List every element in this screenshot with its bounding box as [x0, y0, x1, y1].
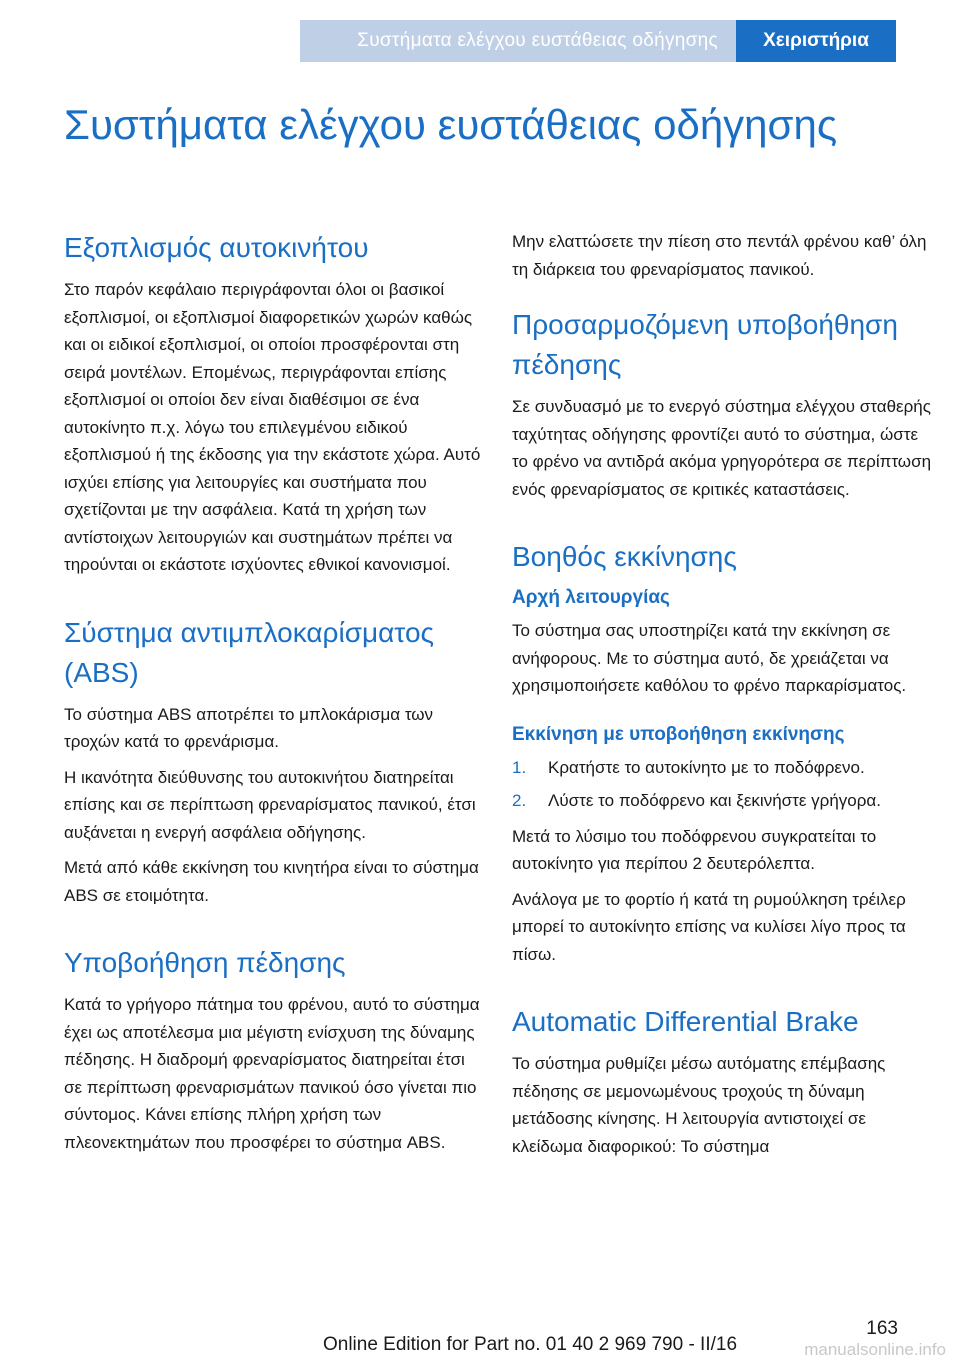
step-text: Κρατήστε το αυτοκίνητο με το ποδόφρενο.: [548, 757, 865, 777]
chapter-tab[interactable]: Χειριστήρια: [736, 20, 896, 62]
abs-heading: Σύστημα αντιμπλοκαρίσματος (ABS): [64, 616, 435, 688]
abs-paragraph-2: Η ικανότητα διεύθυνσης του αυτοκινήτου διατηρείται επίσης και σε περίπτωση φρεναρίσματος πανικού, έτσι αυξάνεται η ενεργή ασφάλεια οδήγησης.: [64, 767, 476, 842]
adaptive-brake-heading: Προσαρμοζόμενη υποβοήθηση πέδησης: [512, 309, 898, 380]
brake-assist-paragraph: Κατά το γρήγορο πάτημα του φρένου, αυτό το σύστημα έχει ως αποτέλεσμα μια μέγιστη ενίσχυση της δύναμης πέδησης. Η διαδρομή φρεναρίσματος διατηρείται έτσι σε περίπτωση φρεναρισμάτων πανικού όσο γίνεται πιο σύντομος. Κάνει επίσης πλήρη χρήση των πλεονεκτημάτων που προσφέρει το σύστημα ABS.: [64, 995, 480, 1152]
list-item: [512, 787, 932, 815]
equipment-heading: Εξοπλισμός αυτοκινήτου: [64, 232, 369, 263]
principle-paragraph: Το σύστημα σας υποστηρίζει κατά την εκκίνηση σε ανήφορους. Με το σύστημα αυτό, δε χρειάζεται να χρησιμοποιήσετε καθόλου το φρένο παρκαρίσματος.: [512, 621, 907, 695]
adb-paragraph: Το σύστημα ρυθμίζει μέσω αυτόματης επέμβασης πέδησης σε μεμονωμένους τροχούς τη δύναμη μετάδοσης κίνησης. Η λειτουργία αντιστοιχεί σε κλείδωμα διαφορικού: Το σύστημα: [512, 1054, 886, 1156]
section-title-banner: Συστήματα ελέγχου ευστάθειας οδήγησης: [300, 20, 736, 62]
adaptive-brake-paragraph: Σε συνδυασμό με το ενεργό σύστημα ελέγχου σταθερής ταχύτητας οδήγησης φροντίζει αυτό το σύστημα, ώστε το φρένο να αντιδρά ακόμα γρηγορότερα σε περίπτωση ενός φρεναρίσματος σε κριτικές καταστάσεις.: [512, 397, 932, 499]
step-number: 1.: [512, 757, 527, 777]
watermark: manualsonline.info: [804, 1340, 946, 1359]
steps-list: [512, 754, 932, 815]
left-column: [64, 228, 484, 1164]
abs-paragraph-3: Μετά από κάθε εκκίνηση του κινητήρα είναι το σύστημα ABS σε ετοιμότητα.: [64, 858, 479, 905]
step-text: Λύστε το ποδόφρενο και ξεκινήστε γρήγορα.: [548, 791, 881, 810]
list-item: [512, 754, 932, 782]
pedal-paragraph: Μην ελαττώσετε την πίεση στο πεντάλ φρένου καθ’ όλη τη διάρκεια του φρεναρίσματος πανικού.: [512, 232, 927, 279]
start-subheading: Εκκίνηση με υποβοήθηση εκκίνησης: [512, 723, 845, 745]
hold-paragraph: Μετά το λύσιμο του ποδόφρενου συγκρατείται το αυτοκίνητο για περίπου 2 δευτερόλεπτα.: [512, 826, 877, 873]
step-number: 2.: [512, 791, 527, 810]
brake-assist-heading: Υποβοήθηση πέδησης: [64, 947, 346, 978]
trailer-paragraph: Ανάλογα με το φορτίο ή κατά τη ρυμούλκηση τρέιλερ μπορεί το αυτοκίνητο επίσης να κυλίσει λίγο προς τα πίσω.: [512, 889, 906, 964]
page-header: [0, 0, 960, 62]
edition-footer: Online Edition for Part no. 01 40 2 969 790 - II/16: [322, 1334, 738, 1355]
page-title: Συστήματα ελέγχου ευστάθειας οδήγησης: [64, 101, 838, 148]
hill-start-heading: Βοηθός εκκίνησης: [512, 541, 737, 572]
equipment-paragraph: Στο παρόν κεφάλαιο περιγράφονται όλοι οι βασικοί εξοπλισμοί, οι εξοπλισμοί διαφορετικών χωρών καθώς και οι ειδικοί εξοπλισμοί, οι οποίοι προσφέρονται στη σειρά μοντέλων. Επομένως, περιγράφονται επίσης εξοπλισμοί οι οποίοι δεν είναι διαθέσιμοι σε ένα αυτοκίνητο π.χ. λόγω του επιλεγμένου ειδικού εξοπλισμού ή της έκδοσης για την εκάστοτε χώρα. Αυτό ισχύει επίσης για λειτουργίες και συστήματα που σχετίζονται με την ασφάλεια. Κατά τη χρήση των αντίστοιχων λειτουργιών και συστημάτων πρέπει να τηρούνται οι εκάστοτε ισχύοντες εθνικοί κανονισμοί.: [64, 280, 481, 574]
page-number: 163: [866, 1318, 898, 1339]
right-column: [512, 228, 932, 1168]
principle-subheading: Αρχή λειτουργίας: [512, 587, 670, 608]
adb-heading: Automatic Differential Brake: [512, 1006, 859, 1037]
abs-paragraph-1: Το σύστημα ABS αποτρέπει το μπλοκάρισμα των τροχών κατά το φρενάρισμα.: [64, 704, 434, 751]
